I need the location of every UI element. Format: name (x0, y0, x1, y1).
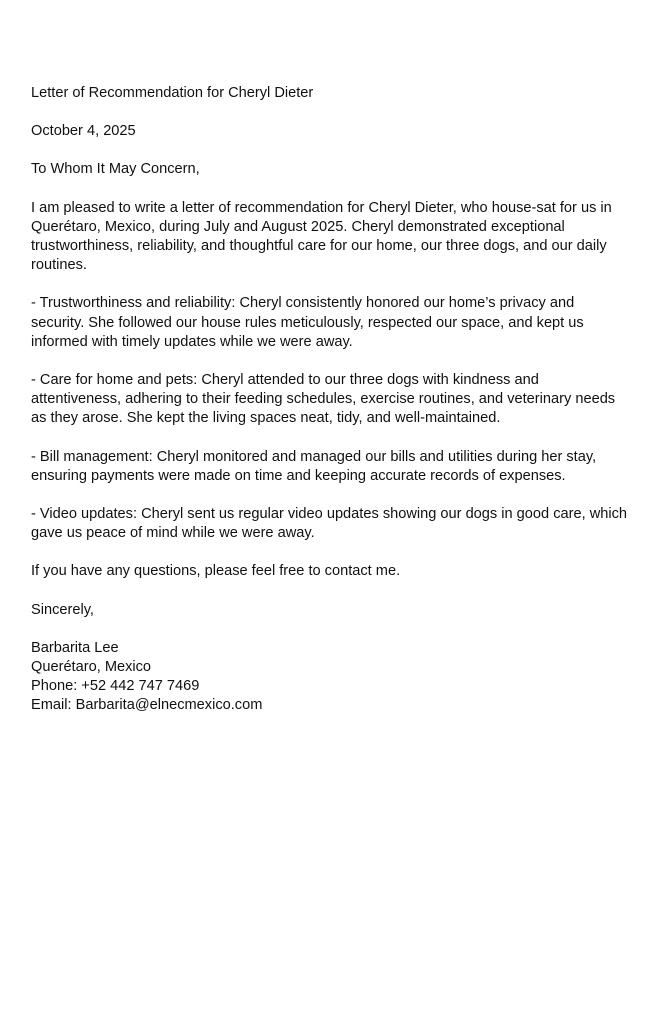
signer-location: Querétaro, Mexico (31, 659, 152, 676)
letter-date: October 4, 2025 (31, 123, 136, 140)
signer-email: Email: Barbarita@elnecmexico.com (31, 697, 263, 714)
point-trustworthiness: - Trustworthiness and reliability: Cheryl consistently honored our home’s privacy and security. She followed our house rules meticulously, respected our space, and kept us informed with timely updates while we were away. (31, 295, 588, 350)
closing-note: If you have any questions, please feel free to contact me. (31, 563, 401, 580)
point-video-updates: - Video updates: Cheryl sent us regular video updates showing our dogs in good care, which gave us peace of mind while we were away. (31, 506, 632, 542)
point-care-home-pets: - Care for home and pets: Cheryl attended to our three dogs with kindness and attentiveness, adhering to their feeding schedules, exercise routines, and veterinary needs as they arose. She kept the living spaces neat, tidy, and well-maintained. (31, 372, 620, 427)
letter-title: Letter of Recommendation for Cheryl Dieter (31, 85, 314, 101)
signature-block (31, 639, 631, 716)
salutation: To Whom It May Concern, (31, 161, 200, 178)
signer-phone: Phone: +52 442 747 7469 (31, 678, 200, 695)
letter-body (31, 84, 631, 716)
point-bill-management: - Bill management: Cheryl monitored and managed our bills and utilities during her stay, ensuring payments were made on time and keeping accurate records of expenses. (31, 448, 601, 484)
signer-name: Barbarita Lee (31, 639, 119, 656)
sign-off: Sincerely, (31, 601, 94, 618)
intro-paragraph: I am pleased to write a letter of recommendation for Cheryl Dieter, who house-sat for us in Querétaro, Mexico, during July and August 2025. Cheryl demonstrated exceptional trustworthiness, reliability, and thoughtful care for our home, our three dogs, and our daily routines. (31, 199, 616, 274)
